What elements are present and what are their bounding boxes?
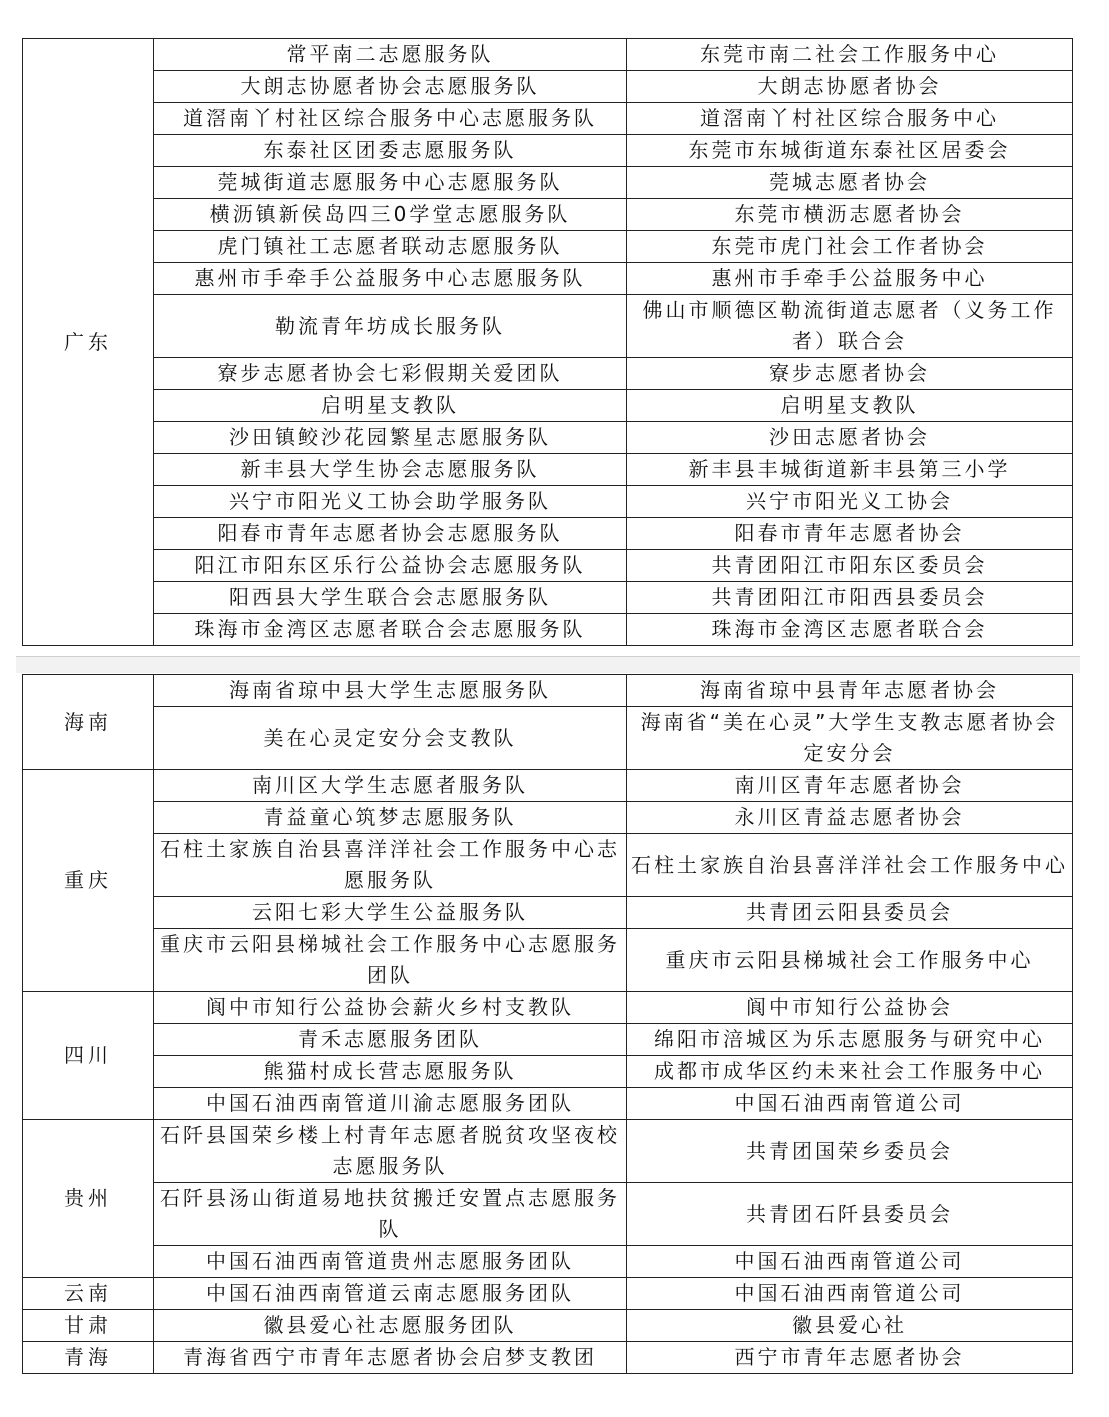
team-cell: 重庆市云阳县梯城社会工作服务中心志愿服务团队 xyxy=(154,929,627,992)
team-cell: 大朗志协愿者协会志愿服务队 xyxy=(154,71,627,103)
team-cell: 熊猫村成长营志愿服务队 xyxy=(154,1056,627,1088)
table-row xyxy=(23,390,1073,422)
team-cell: 中国石油西南管道川渝志愿服务团队 xyxy=(154,1088,627,1120)
team-cell: 珠海市金湾区志愿者联合会志愿服务队 xyxy=(154,614,627,646)
team-cell: 道滘南丫村社区综合服务中心志愿服务队 xyxy=(154,103,627,135)
team-cell: 云阳七彩大学生公益服务队 xyxy=(154,897,627,929)
table-row xyxy=(23,1056,1073,1088)
province-cell: 广东 xyxy=(23,39,154,646)
table-row xyxy=(23,834,1073,897)
team-cell: 石阡县国荣乡楼上村青年志愿者脱贫攻坚夜校志愿服务队 xyxy=(154,1120,627,1183)
org-cell: 西宁市青年志愿者协会 xyxy=(627,1342,1073,1374)
org-cell: 中国石油西南管道公司 xyxy=(627,1246,1073,1278)
table-row xyxy=(23,1024,1073,1056)
team-cell: 中国石油西南管道贵州志愿服务团队 xyxy=(154,1246,627,1278)
table-row xyxy=(23,1310,1073,1342)
team-cell: 惠州市手牵手公益服务中心志愿服务队 xyxy=(154,263,627,295)
table-row xyxy=(23,1342,1073,1374)
team-cell: 常平南二志愿服务队 xyxy=(154,39,627,71)
org-cell: 道滘南丫村社区综合服务中心 xyxy=(627,103,1073,135)
team-cell: 虎门镇社工志愿者联动志愿服务队 xyxy=(154,231,627,263)
team-cell: 石柱土家族自治县喜洋洋社会工作服务中心志愿服务队 xyxy=(154,834,627,897)
org-cell: 珠海市金湾区志愿者联合会 xyxy=(627,614,1073,646)
org-cell: 阳春市青年志愿者协会 xyxy=(627,518,1073,550)
volunteer-table-part-2 xyxy=(22,674,1072,1374)
org-cell: 共青团阳江市阳东区委员会 xyxy=(627,550,1073,582)
table-row xyxy=(23,422,1073,454)
table-row xyxy=(23,295,1073,358)
team-cell: 青海省西宁市青年志愿者协会启梦支教团 xyxy=(154,1342,627,1374)
table-row xyxy=(23,454,1073,486)
table-row xyxy=(23,103,1073,135)
province-cell: 海南 xyxy=(23,675,154,770)
org-cell: 共青团国荣乡委员会 xyxy=(627,1120,1073,1183)
team-cell: 阳春市青年志愿者协会志愿服务队 xyxy=(154,518,627,550)
team-cell: 阆中市知行公益协会薪火乡村支教队 xyxy=(154,992,627,1024)
org-cell: 东莞市横沥志愿者协会 xyxy=(627,199,1073,231)
team-cell: 勒流青年坊成长服务队 xyxy=(154,295,627,358)
org-cell: 共青团石阡县委员会 xyxy=(627,1183,1073,1246)
province-cell: 重庆 xyxy=(23,770,154,992)
team-cell: 东泰社区团委志愿服务队 xyxy=(154,135,627,167)
org-cell: 成都市成华区约未来社会工作服务中心 xyxy=(627,1056,1073,1088)
table-row xyxy=(23,135,1073,167)
team-cell: 石阡县汤山街道易地扶贫搬迁安置点志愿服务队 xyxy=(154,1183,627,1246)
org-cell: 东莞市南二社会工作服务中心 xyxy=(627,39,1073,71)
page-break-divider xyxy=(16,656,1080,673)
org-cell: 新丰县丰城街道新丰县第三小学 xyxy=(627,454,1073,486)
org-cell: 海南省“美在心灵”大学生支教志愿者协会定安分会 xyxy=(627,707,1073,770)
province-cell: 甘肃 xyxy=(23,1310,154,1342)
table-row xyxy=(23,263,1073,295)
team-cell: 莞城街道志愿服务中心志愿服务队 xyxy=(154,167,627,199)
org-cell: 共青团云阳县委员会 xyxy=(627,897,1073,929)
volunteer-table xyxy=(22,674,1073,1374)
org-cell: 阆中市知行公益协会 xyxy=(627,992,1073,1024)
team-cell: 海南省琼中县大学生志愿服务队 xyxy=(154,675,627,707)
org-cell: 东莞市虎门社会工作者协会 xyxy=(627,231,1073,263)
province-cell: 贵州 xyxy=(23,1120,154,1278)
table-row xyxy=(23,897,1073,929)
team-cell: 兴宁市阳光义工协会助学服务队 xyxy=(154,486,627,518)
team-cell: 徽县爱心社志愿服务团队 xyxy=(154,1310,627,1342)
team-cell: 新丰县大学生协会志愿服务队 xyxy=(154,454,627,486)
org-cell: 中国石油西南管道公司 xyxy=(627,1278,1073,1310)
table-row xyxy=(23,1120,1073,1183)
table-row xyxy=(23,167,1073,199)
table-row xyxy=(23,231,1073,263)
table-row xyxy=(23,707,1073,770)
org-cell: 寮步志愿者协会 xyxy=(627,358,1073,390)
org-cell: 永川区青益志愿者协会 xyxy=(627,802,1073,834)
table-row xyxy=(23,675,1073,707)
team-cell: 南川区大学生志愿者服务队 xyxy=(154,770,627,802)
table-row xyxy=(23,1088,1073,1120)
table-row xyxy=(23,992,1073,1024)
province-cell: 青海 xyxy=(23,1342,154,1374)
org-cell: 中国石油西南管道公司 xyxy=(627,1088,1073,1120)
team-cell: 美在心灵定安分会支教队 xyxy=(154,707,627,770)
org-cell: 佛山市顺德区勒流街道志愿者（义务工作者）联合会 xyxy=(627,295,1073,358)
table-row xyxy=(23,550,1073,582)
team-cell: 阳江市阳东区乐行公益协会志愿服务队 xyxy=(154,550,627,582)
table-row xyxy=(23,1246,1073,1278)
team-cell: 启明星支教队 xyxy=(154,390,627,422)
table-row xyxy=(23,614,1073,646)
team-cell: 青禾志愿服务团队 xyxy=(154,1024,627,1056)
team-cell: 寮步志愿者协会七彩假期关爱团队 xyxy=(154,358,627,390)
province-cell: 四川 xyxy=(23,992,154,1120)
team-cell: 横沥镇新侯岛四三0学堂志愿服务队 xyxy=(154,199,627,231)
table-row xyxy=(23,199,1073,231)
table-row xyxy=(23,486,1073,518)
province-cell: 云南 xyxy=(23,1278,154,1310)
org-cell: 东莞市东城街道东泰社区居委会 xyxy=(627,135,1073,167)
org-cell: 莞城志愿者协会 xyxy=(627,167,1073,199)
volunteer-table-part-1 xyxy=(22,38,1072,646)
volunteer-table xyxy=(22,38,1073,646)
org-cell: 重庆市云阳县梯城社会工作服务中心 xyxy=(627,929,1073,992)
table-row xyxy=(23,1183,1073,1246)
team-cell: 沙田镇鲛沙花园繁星志愿服务队 xyxy=(154,422,627,454)
table-row xyxy=(23,770,1073,802)
org-cell: 石柱土家族自治县喜洋洋社会工作服务中心 xyxy=(627,834,1073,897)
org-cell: 兴宁市阳光义工协会 xyxy=(627,486,1073,518)
org-cell: 共青团阳江市阳西县委员会 xyxy=(627,582,1073,614)
team-cell: 青益童心筑梦志愿服务队 xyxy=(154,802,627,834)
org-cell: 绵阳市涪城区为乐志愿服务与研究中心 xyxy=(627,1024,1073,1056)
table-row xyxy=(23,518,1073,550)
table-row xyxy=(23,802,1073,834)
org-cell: 徽县爱心社 xyxy=(627,1310,1073,1342)
team-cell: 阳西县大学生联合会志愿服务队 xyxy=(154,582,627,614)
table-row xyxy=(23,39,1073,71)
org-cell: 南川区青年志愿者协会 xyxy=(627,770,1073,802)
team-cell: 中国石油西南管道云南志愿服务团队 xyxy=(154,1278,627,1310)
table-row xyxy=(23,358,1073,390)
org-cell: 大朗志协愿者协会 xyxy=(627,71,1073,103)
org-cell: 启明星支教队 xyxy=(627,390,1073,422)
table-row xyxy=(23,929,1073,992)
table-row xyxy=(23,582,1073,614)
org-cell: 惠州市手牵手公益服务中心 xyxy=(627,263,1073,295)
table-row xyxy=(23,1278,1073,1310)
org-cell: 海南省琼中县青年志愿者协会 xyxy=(627,675,1073,707)
table-row xyxy=(23,71,1073,103)
org-cell: 沙田志愿者协会 xyxy=(627,422,1073,454)
